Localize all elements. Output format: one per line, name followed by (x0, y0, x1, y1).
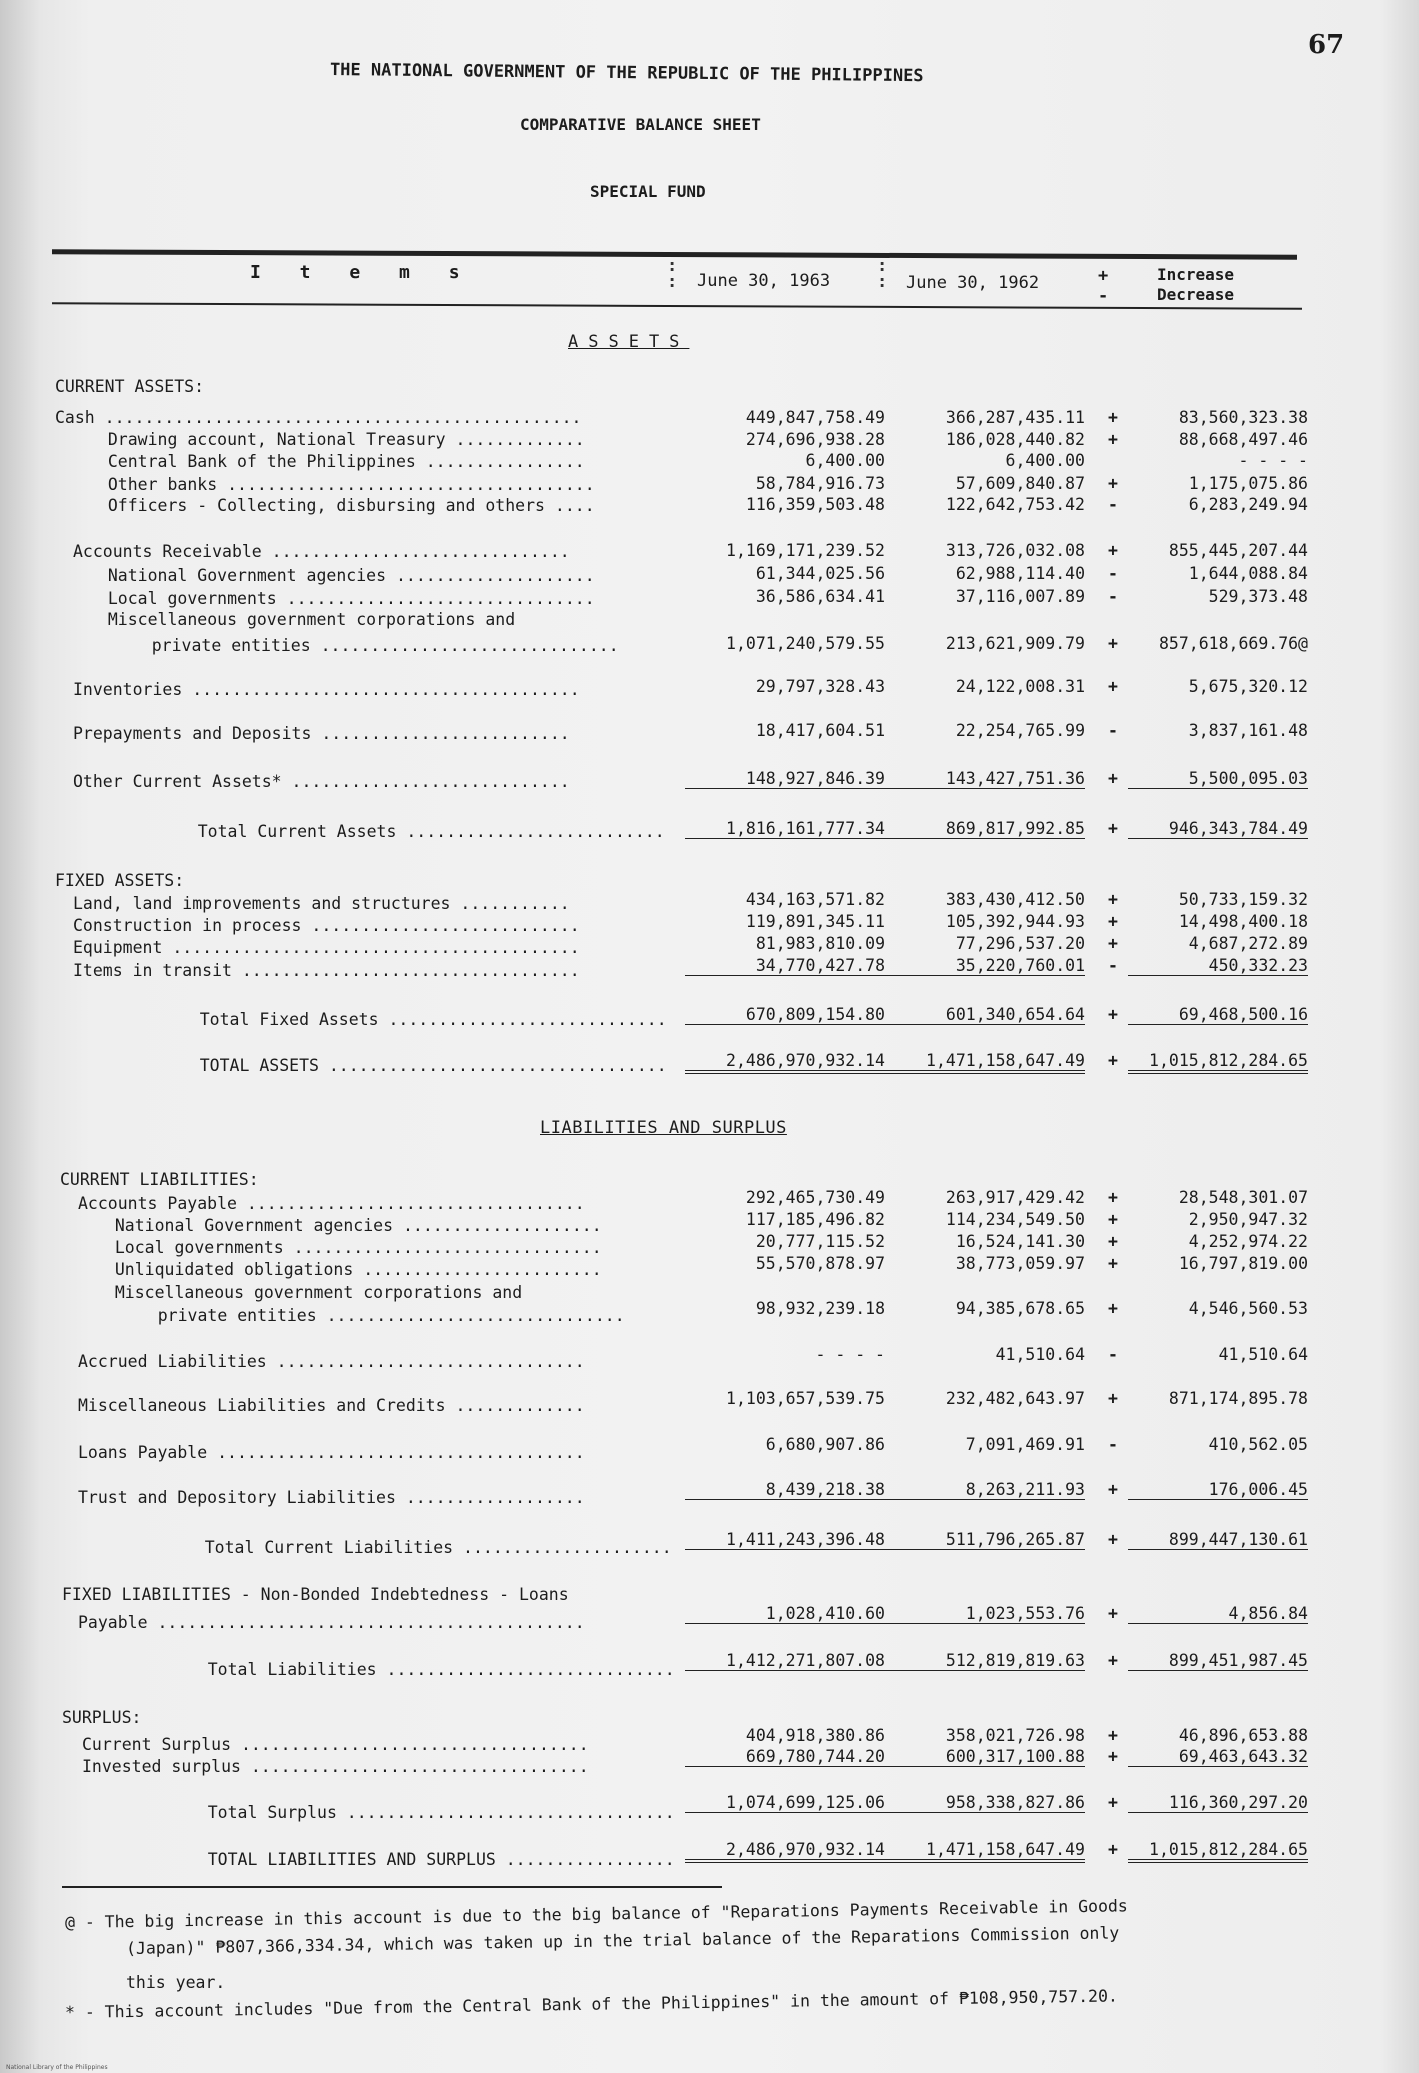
change-sign: + (1108, 1299, 1118, 1318)
value-change: 4,687,272.89 (1188, 934, 1308, 953)
value-1963: 148,927,846.39 (685, 769, 885, 789)
value-1963: 119,891,345.11 (745, 912, 885, 931)
value-1963: 29,797,328.43 (755, 677, 885, 696)
change-sign: + (1108, 541, 1118, 560)
value-1963: 434,163,571.82 (745, 890, 885, 909)
change-sign: + (1108, 677, 1118, 696)
row-label: Accounts Receivable .............................. (73, 542, 570, 561)
value-1962: 41,510.64 (995, 1345, 1085, 1364)
value-change: 83,560,323.38 (1178, 408, 1308, 427)
row-label: Miscellaneous government corporations and (88, 610, 516, 629)
change-sign: - (1108, 956, 1118, 975)
row-label: Construction in process ........................... (73, 916, 580, 935)
value-1962: 232,482,643.97 (945, 1389, 1085, 1408)
row-label: FIXED ASSETS: (55, 871, 185, 890)
value-1963: 98,932,239.18 (755, 1299, 885, 1318)
value-1962: 57,609,840.87 (955, 474, 1085, 493)
change-sign: + (1108, 1210, 1118, 1229)
row-label: Accounts Payable .................................. (78, 1194, 585, 1213)
value-1963: 449,847,758.49 (745, 408, 885, 427)
value-change: 14,498,400.18 (1178, 912, 1308, 931)
value-change: 176,006.45 (1128, 1480, 1308, 1500)
value-1962: 1,471,158,647.49 (880, 1840, 1085, 1863)
footnote-rule (62, 1886, 722, 1888)
footnote-1-line-3: this year. (126, 1973, 226, 1992)
value-1962: 213,621,909.79 (945, 634, 1085, 653)
value-change: 1,644,088.84 (1188, 564, 1308, 583)
value-1963: 116,359,503.48 (745, 495, 885, 514)
value-1963: 81,983,810.09 (755, 934, 885, 953)
value-1962: 94,385,678.65 (955, 1299, 1085, 1318)
value-1963: 274,696,938.28 (745, 430, 885, 449)
change-sign: - (1108, 495, 1118, 514)
row-label: TOTAL ASSETS .................................. (160, 1056, 667, 1075)
value-1963: 1,103,657,539.75 (726, 1389, 885, 1408)
value-1963: 292,465,730.49 (745, 1188, 885, 1207)
row-label: private entities .............................. (118, 1306, 625, 1325)
change-sign: + (1108, 430, 1118, 449)
value-1963: 18,417,604.51 (755, 721, 885, 740)
value-1963: 1,071,240,579.55 (726, 634, 885, 653)
value-1963: 20,777,115.52 (755, 1232, 885, 1251)
change-sign: + (1108, 1530, 1118, 1549)
row-label: Miscellaneous Liabilities and Credits ............. (78, 1396, 585, 1415)
value-change: - - - - (1238, 451, 1308, 470)
value-1963: 117,185,496.82 (745, 1210, 885, 1229)
fund-title: SPECIAL FUND (590, 182, 706, 201)
value-1963: 36,586,634.41 (755, 587, 885, 606)
change-sign: + (1108, 1232, 1118, 1251)
change-sign: + (1108, 912, 1118, 931)
row-label: CURRENT LIABILITIES: (60, 1170, 259, 1189)
value-1962: 37,116,007.89 (955, 587, 1085, 606)
value-change: 46,896,653.88 (1178, 1726, 1308, 1745)
value-1962: 24,122,008.31 (955, 677, 1085, 696)
row-label: Total Fixed Assets ............................ (160, 1010, 667, 1029)
row-label: FIXED LIABILITIES - Non-Bonded Indebtedness - Loans (62, 1585, 569, 1604)
row-label: Current Surplus ................................... (82, 1735, 589, 1754)
value-change: 69,468,500.16 (1128, 1005, 1308, 1025)
value-change: 4,856.84 (1128, 1604, 1308, 1624)
row-label: Other banks ..................................... (88, 475, 595, 494)
assets-heading: ASSETS (568, 332, 690, 352)
header-items: I t e m s (250, 262, 474, 283)
value-change: 871,174,895.78 (1168, 1389, 1308, 1408)
footnote-2: * - This account includes "Due from the Central Bank of the Philippines" in the amount of ₱108,950,757.20. (64, 1986, 1119, 2022)
row-label: Inventories ....................................... (73, 680, 580, 699)
value-change: 855,445,207.44 (1168, 541, 1308, 560)
change-sign: + (1108, 1651, 1118, 1670)
row-label: Total Liabilities ............................. (168, 1660, 675, 1679)
change-sign: - (1108, 1435, 1118, 1454)
value-1963: 61,344,025.56 (755, 564, 885, 583)
value-1962: 114,234,549.50 (945, 1210, 1085, 1229)
header-sign: + - (1098, 266, 1109, 306)
row-label: Trust and Depository Liabilities .................. (78, 1488, 585, 1507)
value-1962: 77,296,537.20 (955, 934, 1085, 953)
row-label: Cash ................................................ (55, 408, 582, 427)
value-1962: 600,317,100.88 (880, 1747, 1085, 1767)
value-1963: 670,809,154.80 (685, 1005, 885, 1025)
value-change: 6,283,249.94 (1188, 495, 1308, 514)
change-sign: + (1108, 1389, 1118, 1408)
value-change: 16,797,819.00 (1178, 1254, 1308, 1273)
value-1963: 8,439,218.38 (685, 1480, 885, 1500)
change-sign: + (1108, 890, 1118, 909)
value-1962: 8,263,211.93 (880, 1480, 1085, 1500)
value-change: 899,447,130.61 (1128, 1530, 1308, 1550)
row-label: Officers - Collecting, disbursing and others .... (88, 496, 595, 515)
row-label: Land, land improvements and structures ........... (73, 894, 570, 913)
value-change: 5,675,320.12 (1188, 677, 1308, 696)
value-change: 899,451,987.45 (1128, 1651, 1308, 1671)
value-1963: 1,169,171,239.52 (726, 541, 885, 560)
value-change: 4,546,560.53 (1188, 1299, 1308, 1318)
document-title: THE NATIONAL GOVERNMENT OF THE REPUBLIC OF THE PHILIPPINES (329, 60, 924, 87)
value-change: 88,668,497.46 (1178, 430, 1308, 449)
row-label: Items in transit .................................. (73, 961, 580, 980)
value-1962: 62,988,114.40 (955, 564, 1085, 583)
value-change: 1,175,075.86 (1188, 474, 1308, 493)
change-sign: + (1108, 769, 1118, 788)
value-1962: 1,471,158,647.49 (880, 1051, 1085, 1074)
row-label: Local governments ............................... (88, 589, 595, 608)
header-increase-decrease: Increase Decrease (1157, 265, 1235, 304)
row-label: Loans Payable ..................................... (78, 1443, 585, 1462)
row-label: Other Current Assets* ............................ (73, 772, 570, 791)
header-june-1963: June 30, 1963 (697, 271, 831, 291)
value-1963: 34,770,427.78 (685, 956, 885, 976)
value-change: 2,950,947.32 (1188, 1210, 1308, 1229)
change-sign: + (1108, 1254, 1118, 1273)
row-label: Total Current Liabilities ..................... (165, 1538, 672, 1557)
document-subtitle: COMPARATIVE BALANCE SHEET (520, 115, 761, 134)
value-1962: 122,642,753.42 (945, 495, 1085, 514)
row-label: Total Current Assets .......................... (158, 822, 665, 841)
row-label: Central Bank of the Philippines ................ (88, 452, 585, 471)
change-sign: + (1108, 1051, 1118, 1070)
footnote-1-line-2: (Japan)" ₱807,366,334.34, which was taken up in the trial balance of the Reparations Commission only (125, 1923, 1120, 1958)
change-sign: + (1108, 1793, 1118, 1812)
value-change: 3,837,161.48 (1188, 721, 1308, 740)
value-change: 41,510.64 (1218, 1345, 1308, 1364)
change-sign: + (1108, 819, 1118, 838)
archive-caption: National Library of the Philippines (6, 2064, 108, 2071)
footnote-1-line-1: @ - The big increase in this account is due to the big balance of "Reparations Payments Receivable in Goods (64, 1896, 1128, 1932)
change-sign: + (1108, 934, 1118, 953)
change-sign: - (1108, 1345, 1118, 1364)
value-1962: 511,796,265.87 (880, 1530, 1085, 1550)
row-label: Unliquidated obligations ........................ (95, 1260, 602, 1279)
change-sign: + (1108, 1188, 1118, 1207)
liabilities-heading: LIABILITIES AND SURPLUS (540, 1118, 787, 1138)
row-label: National Government agencies .................... (88, 566, 595, 585)
change-sign: + (1108, 1747, 1118, 1766)
value-change: 1,015,812,284.65 (1128, 1840, 1308, 1863)
change-sign: + (1108, 408, 1118, 427)
value-1962: 358,021,726.98 (945, 1726, 1085, 1745)
value-1962: 38,773,059.97 (955, 1254, 1085, 1273)
change-sign: + (1108, 1840, 1118, 1859)
value-1962: 512,819,819.63 (880, 1651, 1085, 1671)
value-1963: 55,570,878.97 (755, 1254, 885, 1273)
value-1963: 2,486,970,932.14 (685, 1840, 885, 1863)
value-change: 450,332.23 (1128, 956, 1308, 976)
change-sign: - (1108, 721, 1118, 740)
value-1963: - - - - (815, 1345, 885, 1364)
value-1963: 1,028,410.60 (685, 1604, 885, 1624)
header-separator-2: : : (877, 256, 888, 292)
row-label: Total Surplus ................................. (168, 1803, 675, 1822)
change-sign: + (1108, 1604, 1118, 1623)
value-1962: 7,091,469.91 (965, 1435, 1085, 1454)
value-change: 116,360,297.20 (1128, 1793, 1308, 1813)
row-label: private entities .............................. (112, 636, 619, 655)
value-1962: 263,917,429.42 (945, 1188, 1085, 1207)
value-1962: 366,287,435.11 (945, 408, 1085, 427)
value-1962: 383,430,412.50 (945, 890, 1085, 909)
header-june-1962: June 30, 1962 (906, 273, 1040, 293)
value-change: 410,562.05 (1208, 1435, 1308, 1454)
row-label: Drawing account, National Treasury ............. (88, 430, 585, 449)
value-1963: 1,074,699,125.06 (685, 1793, 885, 1813)
value-1963: 6,400.00 (805, 451, 885, 470)
value-1962: 16,524,141.30 (955, 1232, 1085, 1251)
row-label: Accrued Liabilities ............................... (78, 1352, 585, 1371)
value-1962: 22,254,765.99 (955, 721, 1085, 740)
row-label: SURPLUS: (62, 1708, 142, 1727)
change-sign: + (1108, 1480, 1118, 1499)
value-1963: 404,918,380.86 (745, 1726, 885, 1745)
value-change: 946,343,784.49 (1128, 819, 1308, 839)
value-1962: 958,338,827.86 (880, 1793, 1085, 1813)
row-label: Local governments ............................... (95, 1238, 602, 1257)
value-1963: 1,411,243,396.48 (685, 1530, 885, 1550)
header-separator: : : (667, 256, 678, 292)
value-1962: 186,028,440.82 (945, 430, 1085, 449)
row-label: CURRENT ASSETS: (55, 377, 205, 396)
value-1962: 869,817,992.85 (880, 819, 1085, 839)
value-change: 50,733,159.32 (1178, 890, 1308, 909)
value-1963: 1,412,271,807.08 (685, 1651, 885, 1671)
value-change: 529,373.48 (1208, 587, 1308, 606)
change-sign: + (1108, 1726, 1118, 1745)
row-label: Equipment ......................................... (73, 938, 580, 957)
value-1963: 669,780,744.20 (685, 1747, 885, 1767)
value-1962: 1,023,553.76 (880, 1604, 1085, 1624)
row-label: Payable ........................................... (78, 1613, 585, 1632)
change-sign: - (1108, 564, 1118, 583)
row-label: National Government agencies .................... (95, 1216, 602, 1235)
value-1962: 35,220,760.01 (880, 956, 1085, 976)
value-1963: 58,784,916.73 (755, 474, 885, 493)
value-1962: 6,400.00 (1005, 451, 1085, 470)
header-bottom-rule (52, 302, 1302, 309)
page-number: 67 (1308, 30, 1345, 60)
value-1962: 601,340,654.64 (880, 1005, 1085, 1025)
value-change: 69,463,643.32 (1128, 1747, 1308, 1767)
value-1963: 6,680,907.86 (765, 1435, 885, 1454)
value-1962: 105,392,944.93 (945, 912, 1085, 931)
value-1963: 1,816,161,777.34 (685, 819, 885, 839)
value-change: 857,618,669.76@ (1158, 634, 1308, 653)
change-sign: + (1108, 1005, 1118, 1024)
value-change: 1,015,812,284.65 (1128, 1051, 1308, 1074)
row-label: Prepayments and Deposits ......................... (73, 724, 570, 743)
row-label: Invested surplus .................................. (82, 1757, 589, 1776)
value-1962: 313,726,032.08 (945, 541, 1085, 560)
change-sign: + (1108, 474, 1118, 493)
value-1963: 2,486,970,932.14 (685, 1051, 885, 1074)
change-sign: - (1108, 587, 1118, 606)
value-change: 5,500,095.03 (1128, 769, 1308, 789)
row-label: TOTAL LIABILITIES AND SURPLUS ................. (168, 1850, 675, 1869)
change-sign: + (1108, 634, 1118, 653)
value-1962: 143,427,751.36 (880, 769, 1085, 789)
row-label: Miscellaneous government corporations and (95, 1283, 523, 1302)
value-change: 28,548,301.07 (1178, 1188, 1308, 1207)
value-change: 4,252,974.22 (1188, 1232, 1308, 1251)
